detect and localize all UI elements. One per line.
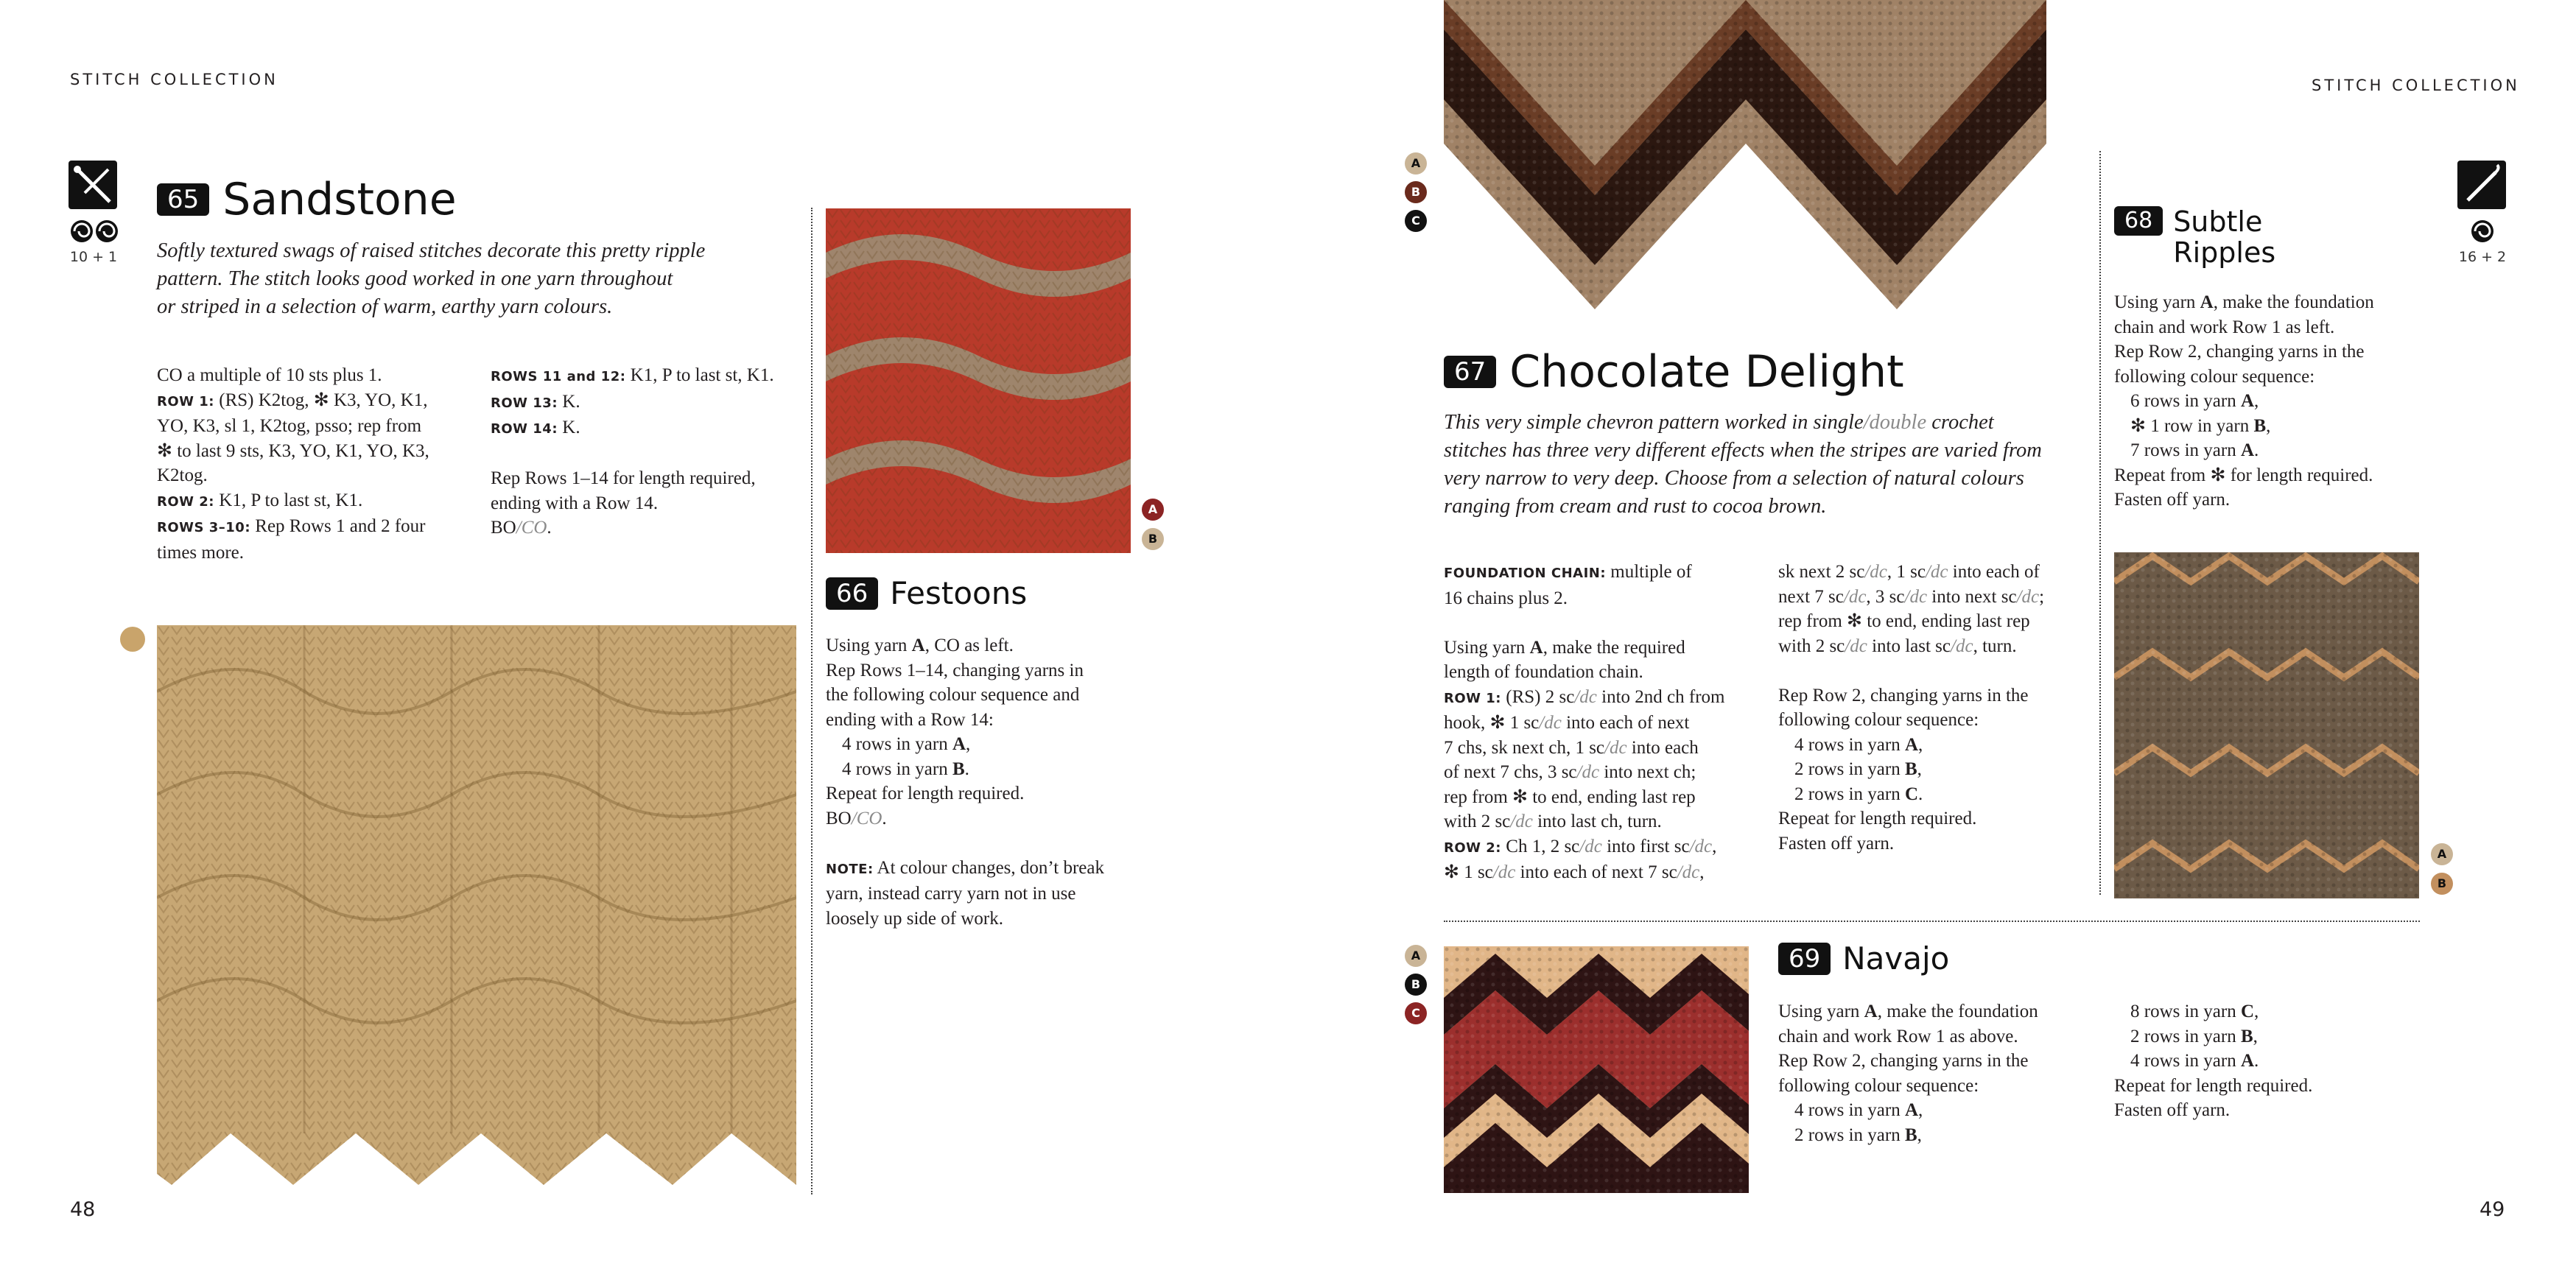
- stitch-title: Sandstone: [222, 174, 457, 225]
- stitch-title: Subtle Ripples: [2173, 205, 2276, 269]
- yarn-a-badge: A: [1405, 152, 1427, 175]
- stitch-number: 66: [826, 577, 878, 610]
- stitch-65-instructions-col2: ROWS 11 and 12: K1, P to last st, K1. ROW 13: K. ROW 14: K. Rep Rows 1–14 for length required, ending with a Row 14. BO/CO.: [491, 365, 774, 538]
- stitch-67-instructions-col2: sk next 2 sc/dc, 1 sc/dc into each of next 7 sc/dc, 3 sc/dc into next sc/dc; rep from ✻ to end, ending last rep with 2 sc/dc into last sc/dc, turn. Rep Row 2, changing yarns in the following colour sequence: 4 rows in yarn A, 2 rows in yarn B, 2 rows in yarn C. Repeat for length required. Fasten off yarn.: [1778, 562, 2045, 854]
- yarn-ball-icon: [2469, 218, 2496, 248]
- stitch-number: 67: [1444, 356, 1496, 388]
- stitch-number: 68: [2114, 206, 2163, 236]
- yarn-c-badge: C: [1405, 210, 1427, 232]
- section-divider: [1444, 921, 2420, 922]
- stitch-69-heading: [1778, 940, 1949, 976]
- yarn-a-badge: A: [1405, 945, 1427, 967]
- gauge-65: 10 + 1: [69, 249, 118, 265]
- stitch-69-instructions-col1: Using yarn A, make the foundation chain and work Row 1 as above. Rep Row 2, changing yarns in the following colour sequence: 4 rows in yarn A, 2 rows in yarn B,: [1778, 1002, 2038, 1145]
- navajo-swatch: [1444, 946, 1749, 1193]
- chocolate-delight-swatch: [1444, 0, 2046, 317]
- page-number-left: 48: [70, 1198, 96, 1221]
- yarn-ball-icon: [69, 218, 121, 248]
- column-divider: [2099, 151, 2101, 895]
- stitch-number: 65: [157, 183, 209, 216]
- knitting-needles-icon: [69, 161, 117, 209]
- gauge-68: 16 + 2: [2458, 249, 2507, 265]
- crochet-hook-icon: [2457, 161, 2506, 209]
- stitch-title: Navajo: [1842, 940, 1950, 976]
- stitch-title: Chocolate Delight: [1509, 346, 1904, 398]
- yarn-b-badge: B: [1142, 528, 1164, 550]
- page-number-right: 49: [2480, 1198, 2505, 1221]
- stitch-number: 69: [1778, 943, 1831, 975]
- stitch-65-heading: [157, 174, 457, 225]
- yarn-a-badge: A: [1142, 499, 1164, 521]
- yarn-b-badge: B: [1405, 974, 1427, 996]
- stitch-68-heading: [2114, 206, 2275, 268]
- festoons-swatch: [826, 208, 1131, 553]
- yarn-a-badge: A: [2431, 843, 2453, 865]
- stitch-67-heading: [1444, 346, 1904, 398]
- stitch-68-instructions: Using yarn A, make the foundation chain and work Row 1 as left. Rep Row 2, changing yarns in the following colour sequence: 6 rows in yarn A, ✻ 1 row in yarn B, 7 rows in yarn A. Repeat from ✻ for length required. Fasten off yarn.: [2114, 292, 2374, 510]
- subtle-ripples-swatch: [2114, 552, 2419, 898]
- stitch-67-intro: This very simple chevron pattern worked in single/double crochet stitches has three very different effects when the stripes are varied from very narrow to very deep. Choose from a selection of natural colours ranging from cream and rust to cocoa brown.: [1444, 411, 2042, 518]
- stitch-66-heading: [826, 575, 1027, 611]
- sandstone-swatch: [157, 625, 796, 1214]
- stitch-69-instructions-col2: 8 rows in yarn C, 2 rows in yarn B, 4 rows in yarn A. Repeat for length required. Fasten off yarn.: [2114, 1002, 2313, 1120]
- stitch-65-intro: Softly textured swags of raised stitches decorate this pretty ripple pattern. The stitch looks good worked in one yarn throughout or striped in a selection of warm, earthy yarn colours.: [157, 239, 706, 318]
- stitch-title: Festoons: [890, 575, 1028, 611]
- yarn-c-badge: C: [1405, 1002, 1427, 1024]
- yarn-b-badge: B: [2431, 873, 2453, 895]
- stitch-66-instructions: Using yarn A, CO as left. Rep Rows 1–14, changing yarns in the following colour sequence and ending with a Row 14: 4 rows in yarn A, 4 rows in yarn B. Repeat for length required. BO/CO. NOTE: At colour changes, don’t break yarn, instead carry yarn not in use loosely up side of work.: [826, 636, 1104, 929]
- stitch-65-instructions-col1: CO a multiple of 10 sts plus 1. ROW 1: (RS) K2tog, ✻ K3, YO, K1, YO, K3, sl 1, K2tog, psso; rep from ✻ to last 9 sts, K3, YO, K1, YO, K3, K2tog. ROW 2: K1, P to last st, K1. ROWS 3–10: Rep Rows 1 and 2 four times more.: [157, 365, 429, 563]
- stitch-67-instructions-col1: FOUNDATION CHAIN: multiple of 16 chains plus 2. Using yarn A, make the required length of foundation chain. ROW 1: (RS) 2 sc/dc into 2nd ch from hook, ✻ 1 sc/dc into each of next 7 chs, sk next ch, 1 sc/dc into each of next 7 chs, 3 sc/dc into next ch; rep from ✻ to end, ending last rep with 2 sc/dc into last ch, turn. ROW 2: Ch 1, 2 sc/dc into first sc/dc, ✻ 1 sc/dc into each of next 7 sc/dc,: [1444, 562, 1725, 882]
- column-divider: [811, 208, 813, 1194]
- yarn-b-badge: B: [1405, 181, 1427, 203]
- running-header-left: STITCH COLLECTION: [70, 71, 278, 88]
- yarn-a-badge: [120, 627, 145, 652]
- running-header-right: STITCH COLLECTION: [2312, 77, 2520, 94]
